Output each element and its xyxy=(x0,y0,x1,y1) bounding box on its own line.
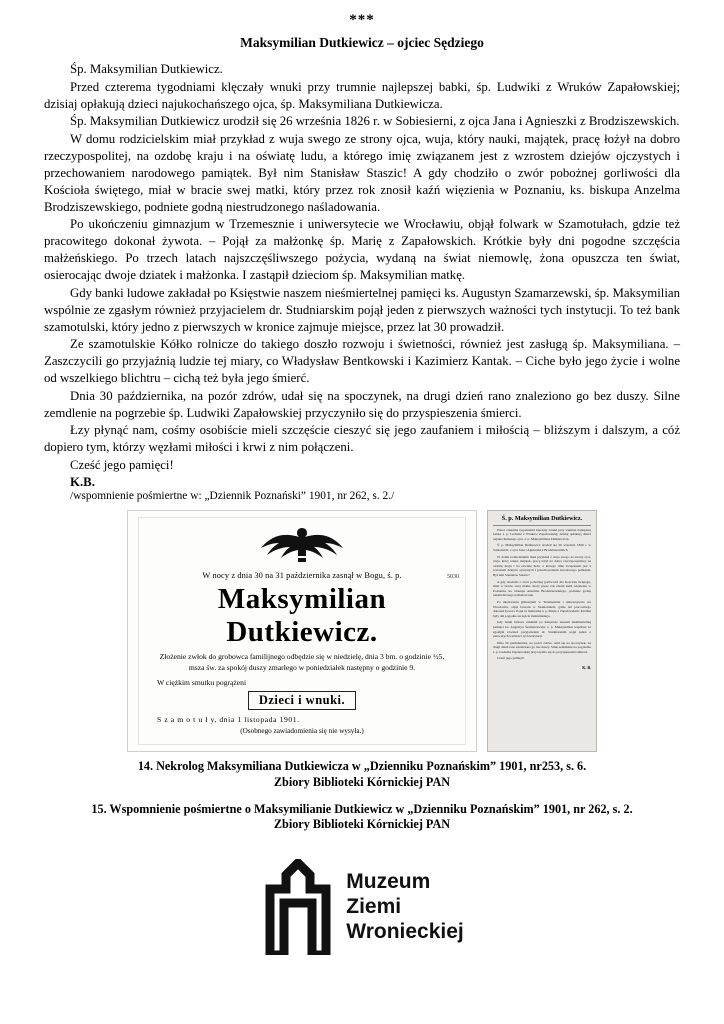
necrolog-signers-wrap xyxy=(147,691,457,710)
logo-text xyxy=(346,870,464,944)
caption-line: Zbiory Biblioteki Kórnickiej PAN xyxy=(273,817,451,832)
paragraph: W domu rodzicielskim miał przykład z wuja swego ze strony ojca, wuja, który nauki, majątek, pracę łożył na dobro rzeczypospolitej, na ozdobę kraju i na oświatę ludu, a którego imię związanem jest z wzrostem dziejów ojczystych i przechowaniem narodowego pamiątek. Był nim Stanisław Staszic! A gdy chodziło o zwór pobożnej gorliwości dla Kościoła świętego, miał w bracie swej matki, który przez rok znosił kaźń więzienia w Poznaniu, ks. biskupa Anzelma Brodziszewskiego, podniete godną niestrudzonego naśladowania. xyxy=(44,131,680,214)
logo-group xyxy=(260,859,464,955)
figure-group xyxy=(44,510,680,752)
clipping-paragraph: Po ukończeniu gimnazjum w Trzemesznie i uniwersytecie we Wrocławiu, objął folwark w Szamotułach, gdzie też pracowitego dokonał żywota. Pojął za małżonkę ś. p. Marię z Zapałowskich. Krótkie były dni pogodne szczęścia małżeńskiego. xyxy=(493,599,591,618)
clipping-title: Ś. p. Maksymilian Dutkiewicz. xyxy=(493,515,591,526)
caption-line: 15. Wspomnienie pośmiertne o Maksymilianie Dutkiewicz w „Dzienniku Poznańskim” 1901, nr 262, s. 2. xyxy=(91,801,633,816)
page-title: Maksymilian Dutkiewicz – ojciec Sędziego xyxy=(240,35,484,50)
paragraph: Łzy płynąć nam, cośmy osobiście mieli szczęście cieszyć się jego zaufaniem i miłością – bliższym i dalszym, a cóż dopiero tym, którzy węzłami miłości i krwi z nim połączeni. xyxy=(44,423,680,455)
caption-line: 14. Nekrolog Maksymiliana Dutkiewicza w „Dzienniku Poznańskim” 1901, nr253, s. 6. xyxy=(137,758,587,773)
necrolog-mid-text: W ciężkim smutku pogrążeni xyxy=(157,677,247,687)
paragraph: Dnia 30 października, na pozór zdrów, udał się na spoczynek, na drugi dzień rano znaleziono go bez duszy. Silne zemdlenie na pogrzebie śp. Ludwiki Zapałowskiej przyczyniło się do przyspieszenia śmierci. xyxy=(44,388,680,420)
museum-logo xyxy=(44,859,680,955)
logo-line-3: Wronieckiej xyxy=(346,919,464,943)
logo-line-1: Muzeum xyxy=(346,870,431,894)
clipping-paragraph: Ś. p. Maksymilian Dutkiewicz urodził się 26 września 1826 r. w Sobiesierni, z ojca Jana i Agnieszki z Brodziszewskich. xyxy=(493,543,591,552)
clipping-paragraph: Dnia 30 października, na pozór zdrów, udał się na spoczynek, na drugi dzień rano znaleziono go bez duszy. Silne zemdlenie na pogrzebie ś. p. Ludwiki Zapałowskiej przyczyniło się do przyspieszenia śmierci. xyxy=(493,640,591,654)
figure-caption-14 xyxy=(44,759,680,791)
necrolog-details: Złożenie zwłok do grobowca familijnego odbędzie się w niedzielę, dnia 3 bm. o godzinie ½5, msza św. za spokój duszy zmarłego w poniedziałek następny o godzinie 9. xyxy=(159,651,445,673)
paragraph: Gdy banki ludowe zakładał po Księstwie naszem nieśmiertelnej pamięci ks. Augustyn Szamarzewski, śp. Maksymilian wspólnie ze zgasłym również przyjacielem dr. Studniarskim pojął jeden z pierwszych ważności tych instytucji. To też bank szamotulski, który jedno z pierwszych w kronice zajmuje miejsce, przez lat 30 prowadził. xyxy=(44,285,680,334)
archive-mark: 5030 xyxy=(447,573,459,580)
clipping-paragraph: A gdy chodziło o zwór pobożnej gorliwości dla Kościoła świętego, miał w bracie swej matki, który przez rok znosił kaźń więzienia w Poznaniu, ks. biskupa Anzelma Brodziszewskiego, podniete godną niestrudzonego naśladowania. xyxy=(493,579,591,598)
clipping-paragraph: Gdy banki ludowe zakładał po Księstwie naszem nieśmiertelnej pamięci ks. Augustyn Szamarzewski, ś. p. Maksymilian wspólnie ze zgasłym również przyjacielem dr. Studniarskim pojął jeden z pierwszych ważności tych instytucji. xyxy=(493,620,591,639)
clipping-paragraph: W domu rodzicielskim miał przykład z wuja swego ze strony ojca, wuja, który nauki, majątek, pracę łożył na dobro rzeczypospolitej, na ozdobę kraju i na oświatę ludu, a którego imię związanem jest z wzrostem dziejów ojczystych i przechowaniem narodowego pamiątek. Był nim Stanisław Staszic! xyxy=(493,554,591,577)
paragraph: Cześć jego pamięci! xyxy=(70,457,174,472)
paragraph: Przed czterema tygodniami klęczały wnuki przy trumnie najlepszej babki, śp. Ludwiki z Wruków Zapałowskiej; dzisiaj opłakują dzieci najukochańszego ojca, śp. Maksymiliana Dutkiewicza. xyxy=(44,79,680,111)
necrolog-place-date: S z a m o t u ł y, dnia 1 listopada 1901. xyxy=(157,714,300,724)
necrolog-signers: Dzieci i wnuki. xyxy=(248,691,356,710)
necrolog-note: (Osobnego zawiadomienia się nie wysyła.) xyxy=(240,726,364,735)
clipping-signature: K. B. xyxy=(582,665,591,671)
paragraph: Śp. Maksymilian Dutkiewicz urodził się 26 września 1826 r. w Sobiesierni, z ojca Jana i Agnieszki z Brodziszewskich. xyxy=(70,114,680,129)
logo-line-2: Ziemi xyxy=(346,895,402,919)
author-signature: K.B. xyxy=(70,474,95,489)
paragraph: Ze szamotulskie Kółko rolnicze do takiego doszło rozwoju i świetności, również jest zasługą śp. Maksymiliana. – Zaszczycili go przyjaźnią ludzie tej miary, co Władysław Bentkowski i Kazimierz Kantak. – Ciche było jego życie i wolne od wszelkiego blichtru – cichą też była jego śmierć. xyxy=(44,337,680,386)
necrolog-name: Maksymilian Dutkiewicz. xyxy=(217,582,387,648)
necrolog-frame xyxy=(138,517,466,745)
paragraph: Po ukończeniu gimnazjum w Trzemesznie i uniwersytecie we Wrocławiu, objął folwark w Szamotułach, gdzie też pracowitego dokonał żywota. – Pojął za małżonkę śp. Marię z Zapałowskich. Krótkie były dni pogodne szczęścia małżeńskiego. Po trzech latach najszczęśliwszego pożycia, wydaną na świat niemowlę, żona opuszcza ten świat, osierocając dwoje dziatek i małżonka. I zastąpił dzieciom śp. Maksymilian matkę. xyxy=(44,217,680,283)
source-note: /wspomnienie pośmiertne w: „Dziennik Poznański” 1901, nr 262, s. 2./ xyxy=(70,489,395,502)
eagle-icon xyxy=(147,524,457,568)
museum-gate-icon xyxy=(260,859,336,955)
paragraph: Śp. Maksymilian Dutkiewicz. xyxy=(70,62,223,76)
figure-necrolog xyxy=(127,510,477,752)
figure-clipping xyxy=(487,510,597,752)
clipping-body xyxy=(493,528,591,663)
necrolog-top-line: W nocy z dnia 30 na 31 października zasnął w Bogu, ś. p. xyxy=(202,570,402,580)
caption-line: Zbiory Biblioteki Kórnickiej PAN xyxy=(273,774,451,789)
figure-caption-15 xyxy=(44,802,680,834)
clipping-paragraph: Przed czterema tygodniami klęczały wnuki przy trumnie najlepszej babki, ś. p. Ludwiki z Wruków Zapałowskiej; dzisiaj opłakują dzieci najukochańszego ojca, ś. p. Maksymiliana Dutkiewicza. xyxy=(493,527,591,541)
section-divider-stars: *** xyxy=(349,12,375,28)
clipping-paragraph: Cześć jego pamięci! xyxy=(497,656,525,661)
